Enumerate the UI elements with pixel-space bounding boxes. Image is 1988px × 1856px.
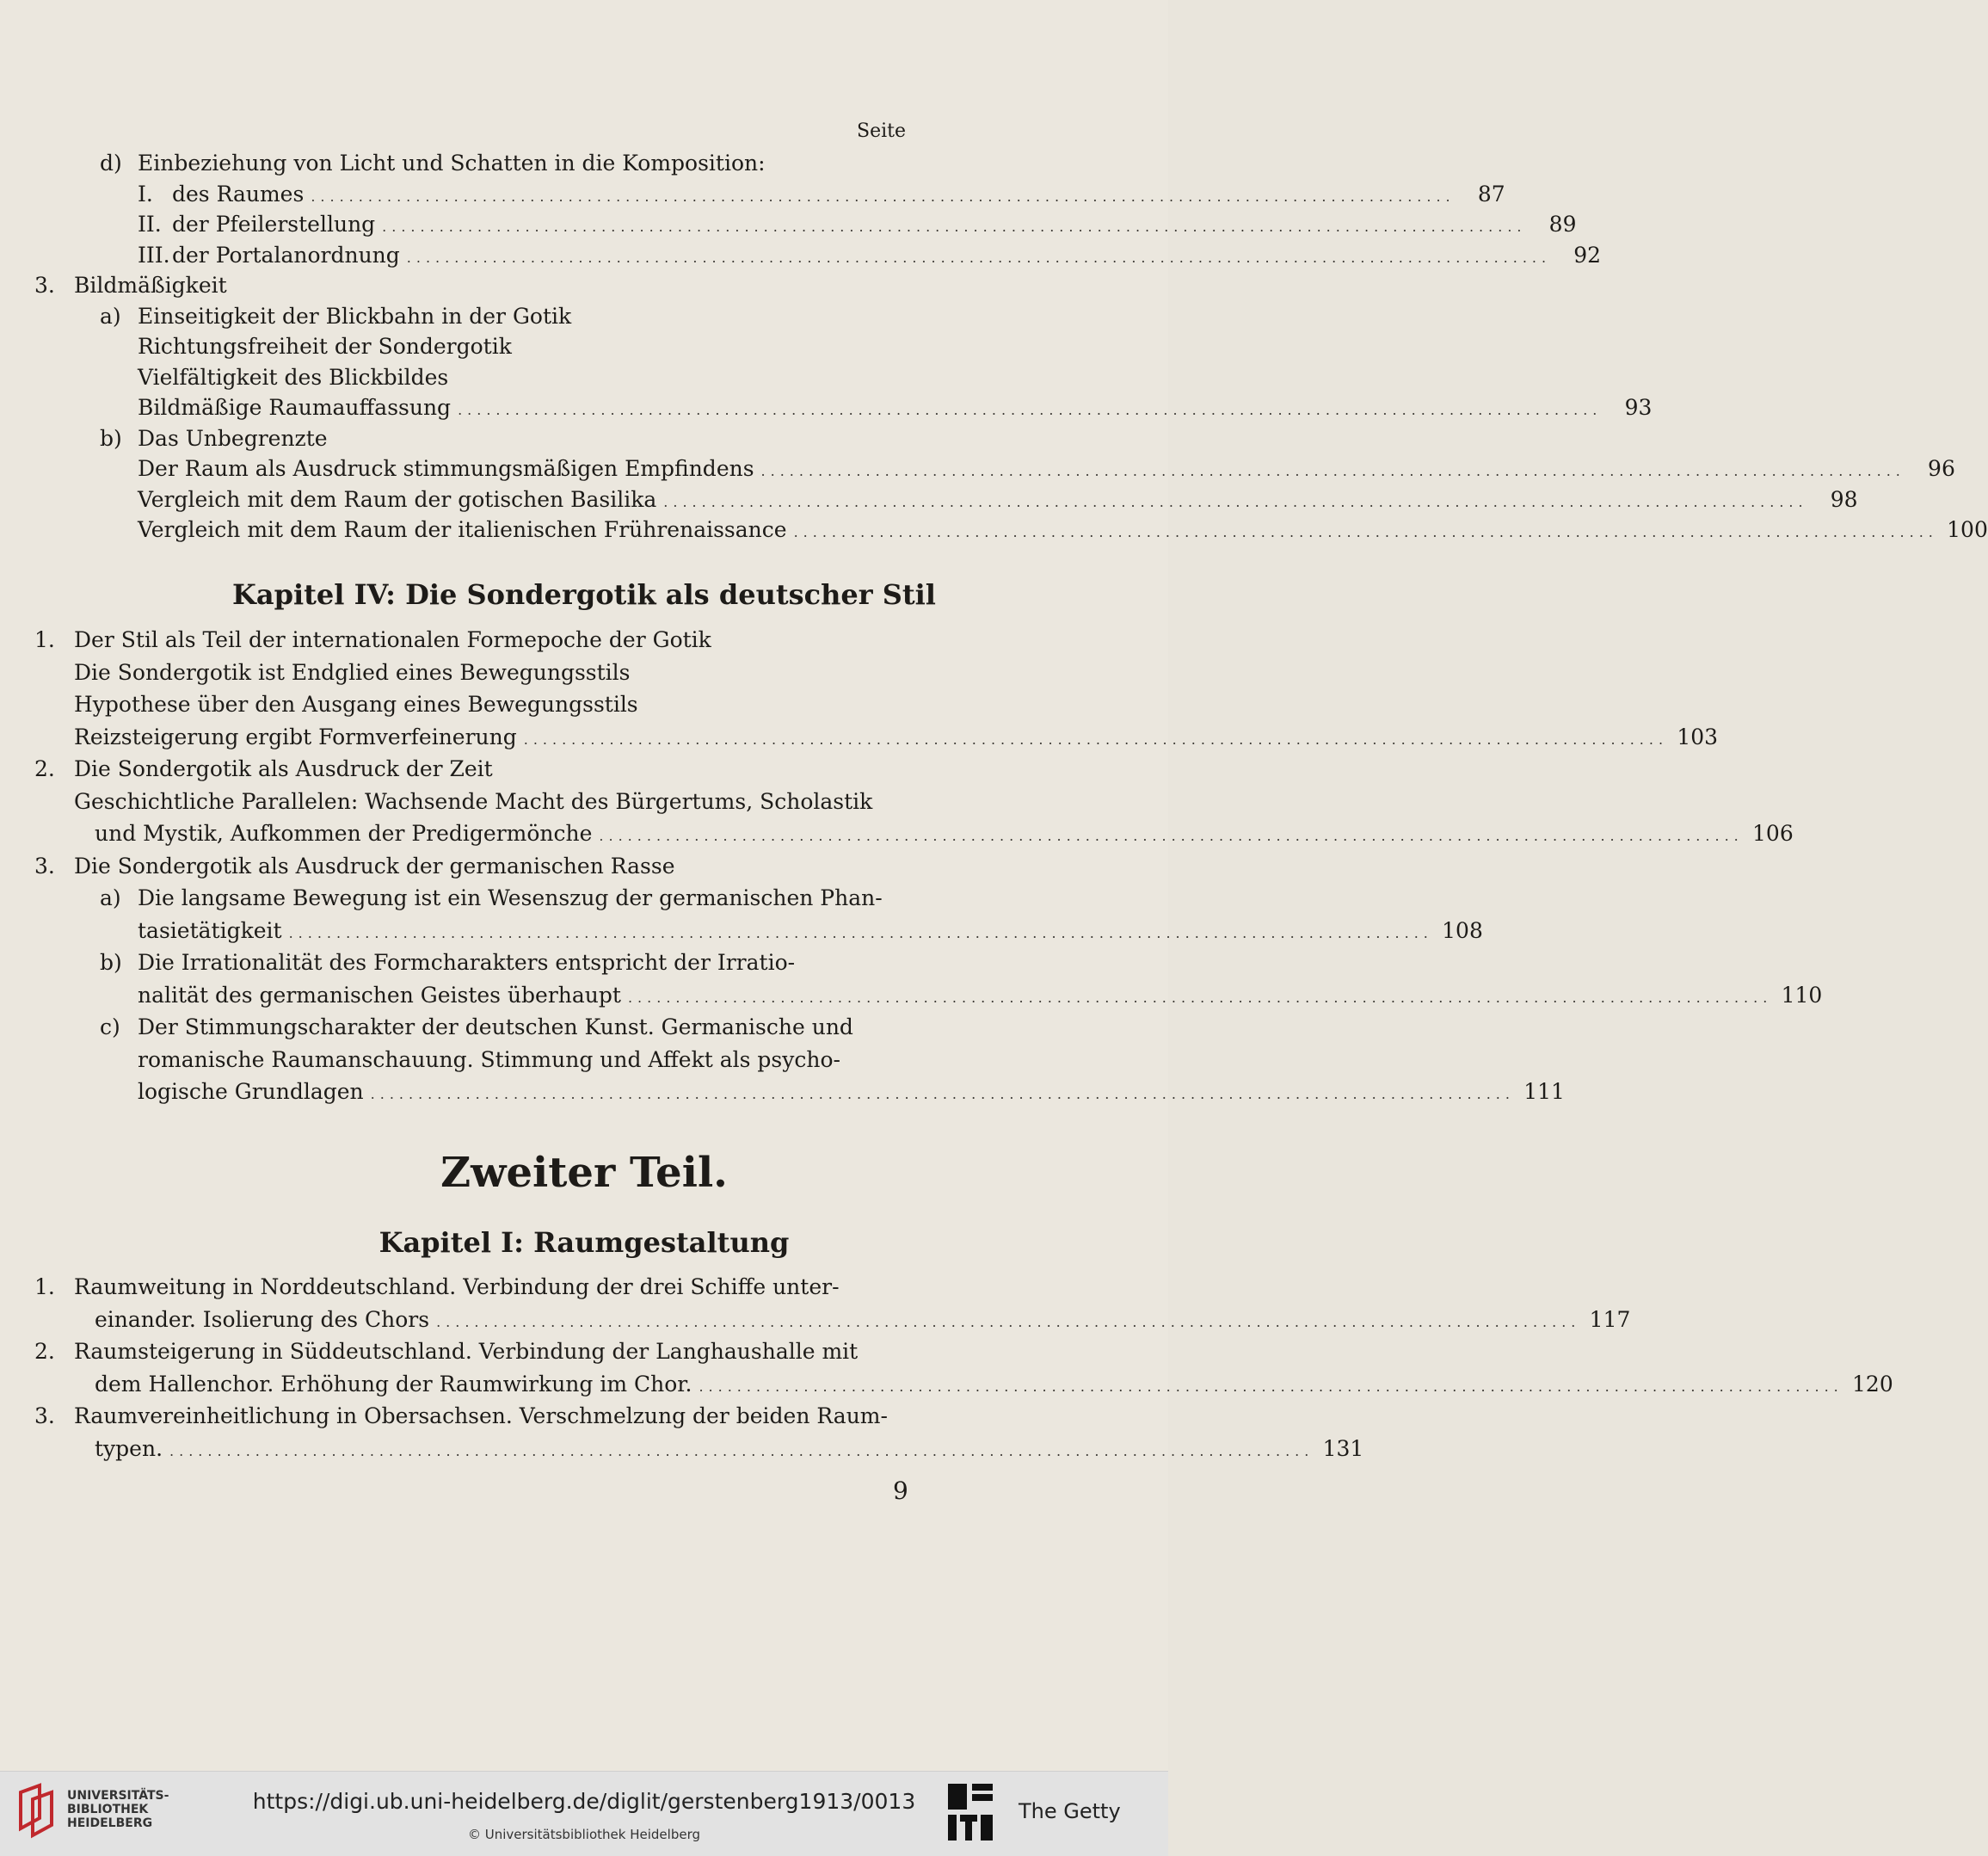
toc-entry-label: 3. bbox=[34, 273, 55, 298]
toc-entry bbox=[100, 1045, 917, 1076]
part-2-heading: Zweiter Teil. bbox=[440, 1149, 728, 1197]
toc-entry-title: Geschichtliche Parallelen: Wachsende Macht des Bürgertums, Scholastik bbox=[74, 788, 873, 814]
toc-entry bbox=[100, 916, 1483, 946]
getty-text: The Getty bbox=[1019, 1799, 1121, 1823]
toc-entry-title: Hypothese über den Ausgang eines Bewegungsstils bbox=[74, 692, 638, 717]
toc-entry-title: typen. bbox=[95, 1435, 163, 1461]
toc-entry-label: I. bbox=[138, 181, 153, 207]
toc-entry-page: 131 bbox=[1322, 1435, 1364, 1461]
toc-entry-title: Das Unbegrenzte bbox=[138, 425, 328, 451]
toc-entry-title: Die Sondergotik ist Endglied eines Bewegungsstils bbox=[74, 659, 631, 685]
toc-entry-title: Einseitigkeit der Blickbahn in der Gotik bbox=[138, 303, 572, 329]
toc-entry-label: 3. bbox=[34, 1403, 55, 1428]
toc-entry bbox=[100, 392, 1653, 423]
toc-entry-title: Raumvereinheitlichung in Obersachsen. Verschmelzung der beiden Raum- bbox=[74, 1403, 888, 1428]
toc-entry bbox=[74, 1369, 1893, 1400]
viewer-footer bbox=[0, 1771, 1168, 1856]
toc-leader-dots: ........................................................................................................................ bbox=[760, 463, 1905, 479]
toc-entry bbox=[100, 453, 1955, 484]
toc-entry-title: dem Hallenchor. Erhöhung der Raumwirkung im Chor. bbox=[95, 1371, 692, 1397]
toc-entry bbox=[34, 657, 917, 688]
toc-entry bbox=[34, 1401, 917, 1432]
toc-entry bbox=[34, 270, 917, 301]
toc-entry bbox=[34, 722, 1719, 753]
toc-entry bbox=[100, 148, 917, 179]
toc-entry-title: tasietätigkeit bbox=[138, 917, 282, 943]
toc-entry bbox=[138, 209, 1577, 240]
toc-entry-label: b) bbox=[100, 950, 122, 975]
toc-entry-title: Vergleich mit dem Raum der gotischen Basilika bbox=[138, 486, 657, 512]
toc-entry bbox=[34, 754, 917, 785]
toc-leader-dots: ........................................................................................................................ bbox=[663, 493, 1808, 510]
getty-logo[interactable] bbox=[946, 1782, 1153, 1844]
toc-entry bbox=[74, 1434, 1364, 1464]
toc-entry-page: 100 bbox=[1947, 517, 1988, 542]
toc-entry-title: der Pfeilerstellung bbox=[172, 212, 376, 237]
toc-entry-label: b) bbox=[100, 425, 122, 451]
toc-entry-title: Der Raum als Ausdruck stimmungsmäßigen Empfindens bbox=[138, 456, 754, 481]
toc-entry-page: 92 bbox=[1573, 242, 1602, 268]
toc-entry-page: 93 bbox=[1624, 395, 1653, 420]
toc-leader-dots: ........................................................................................................................ bbox=[382, 219, 1527, 235]
ub-logo-line-1: UNIVERSITÄTS- bbox=[67, 1789, 169, 1803]
toc-entry bbox=[34, 1336, 917, 1367]
toc-entry bbox=[100, 947, 917, 978]
ub-logo-line-3: HEIDELBERG bbox=[67, 1816, 153, 1830]
toc-entry-title: Reizsteigerung ergibt Formverfeinerung bbox=[74, 724, 517, 749]
toc-entry-title: Raumsteigerung in Süddeutschland. Verbindung der Langhaushalle mit bbox=[74, 1339, 859, 1364]
toc-entry bbox=[100, 331, 917, 362]
toc-entry-page: 108 bbox=[1442, 917, 1483, 943]
permalink-url[interactable]: https://digi.ub.uni-heidelberg.de/diglit/gerstenberg1913/0013 bbox=[252, 1789, 916, 1814]
toc-leader-dots: ........................................................................................................................ bbox=[458, 402, 1603, 418]
toc-entry-label: II. bbox=[138, 212, 162, 237]
toc-leader-dots: ........................................................................................................................ bbox=[627, 989, 1773, 1006]
toc-entry bbox=[100, 484, 1858, 515]
toc-entry bbox=[74, 1304, 1631, 1335]
toc-entry bbox=[74, 818, 1794, 849]
toc-entry-label: III. bbox=[138, 242, 170, 268]
toc-entry bbox=[100, 1012, 917, 1043]
toc-entry-title: Die Sondergotik als Ausdruck der germanischen Rasse bbox=[74, 853, 675, 879]
toc-entry-title: logische Grundlagen bbox=[138, 1079, 364, 1104]
toc-entry-title: des Raumes bbox=[172, 181, 305, 207]
toc-entry bbox=[34, 625, 917, 656]
toc-entry-label: d) bbox=[100, 151, 122, 176]
chapter-1-heading: Kapitel I: Raumgestaltung bbox=[379, 1226, 790, 1259]
ub-logo-line-2: BIBLIOTHEK bbox=[67, 1803, 149, 1816]
toc-entry-title: Die Sondergotik als Ausdruck der Zeit bbox=[74, 756, 493, 781]
toc-entry bbox=[100, 515, 1988, 546]
toc-entry-title: Die langsame Bewegung ist ein Wesenszug der germanischen Phan- bbox=[138, 885, 883, 910]
toc-entry bbox=[34, 851, 917, 882]
toc-entry-label: 3. bbox=[34, 853, 55, 879]
toc-entry bbox=[34, 689, 917, 720]
toc-leader-dots: ........................................................................................................................ bbox=[793, 524, 1938, 540]
toc-entry-page: 87 bbox=[1477, 181, 1505, 207]
toc-entry bbox=[34, 1272, 917, 1303]
toc-entry-page: 89 bbox=[1548, 212, 1577, 237]
copyright-notice: © Universitätsbibliothek Heidelberg bbox=[467, 1827, 700, 1842]
toc-entry-title: romanische Raumanschauung. Stimmung und Affekt als psycho- bbox=[138, 1046, 840, 1072]
toc-entry-label: a) bbox=[100, 303, 121, 329]
toc-entry-page: 103 bbox=[1677, 724, 1719, 749]
toc-leader-dots: ........................................................................................................................ bbox=[370, 1086, 1515, 1102]
toc-entry-label: 1. bbox=[34, 1274, 55, 1299]
toc-entry-title: Bildmäßige Raumauffassung bbox=[138, 395, 452, 420]
toc-entry-page: 120 bbox=[1852, 1371, 1893, 1397]
toc-entry-title: Vielfältigkeit des Blickbildes bbox=[138, 364, 449, 390]
toc-entry-title: einander. Isolierung des Chors bbox=[95, 1306, 430, 1332]
page-number: 9 bbox=[893, 1477, 908, 1505]
toc-leader-dots: ........................................................................................................................ bbox=[599, 828, 1744, 844]
toc-leader-dots: ........................................................................................................................ bbox=[406, 249, 1552, 266]
toc-entry-title: Einbeziehung von Licht und Schatten in die Komposition: bbox=[138, 151, 766, 176]
toc-leader-dots: ........................................................................................................................ bbox=[169, 1442, 1314, 1459]
toc-entry bbox=[100, 980, 1823, 1011]
toc-entry-title: Raumweitung in Norddeutschland. Verbindung der drei Schiffe unter- bbox=[74, 1274, 840, 1299]
toc-entry-label: a) bbox=[100, 885, 121, 910]
getty-mark-icon bbox=[946, 1782, 996, 1842]
toc-entry bbox=[34, 786, 917, 817]
toc-entry-title: der Portalanordnung bbox=[172, 242, 400, 268]
toc-entry-page: 117 bbox=[1589, 1306, 1631, 1332]
toc-entry-label: 1. bbox=[34, 627, 55, 652]
toc-entry-page: 110 bbox=[1781, 982, 1823, 1008]
toc-leader-dots: ........................................................................................................................ bbox=[699, 1378, 1843, 1395]
seite-label: Seite bbox=[857, 120, 906, 142]
toc-entry-page: 111 bbox=[1523, 1079, 1565, 1104]
toc-entry bbox=[100, 1076, 1565, 1107]
toc-entry-label: c) bbox=[100, 1014, 120, 1039]
toc-entry bbox=[138, 240, 1602, 271]
toc-entry-title: Der Stimmungscharakter der deutschen Kunst. Germanische und bbox=[138, 1014, 853, 1039]
toc-entry bbox=[100, 362, 917, 393]
chapter-4-heading: Kapitel IV: Die Sondergotik als deutscher Stil bbox=[232, 578, 936, 611]
toc-entry bbox=[100, 423, 917, 454]
toc-entry-title: Vergleich mit dem Raum der italienischen Frührenaissance bbox=[138, 517, 787, 542]
toc-leader-dots: ........................................................................................................................ bbox=[436, 1313, 1581, 1330]
toc-leader-dots: ........................................................................................................................ bbox=[311, 188, 1456, 205]
toc-entry-title: Richtungsfreiheit der Sondergotik bbox=[138, 334, 512, 359]
toc-entry bbox=[100, 883, 917, 914]
toc-entry-title: und Mystik, Aufkommen der Predigermönche bbox=[95, 821, 593, 846]
toc-entry-page: 96 bbox=[1928, 456, 1955, 481]
toc-entry-label: 2. bbox=[34, 1339, 55, 1364]
toc-leader-dots: ........................................................................................................................ bbox=[288, 924, 1433, 941]
toc-entry-title: Bildmäßigkeit bbox=[74, 273, 227, 298]
toc-entry-title: Der Stil als Teil der internationalen Formepoche der Gotik bbox=[74, 627, 711, 652]
toc-entry-title: Die Irrationalität des Formcharakters entspricht der Irratio- bbox=[138, 950, 796, 975]
toc-leader-dots: ........................................................................................................................ bbox=[523, 731, 1669, 748]
toc-entry-title: nalität des germanischen Geistes überhaupt bbox=[138, 982, 621, 1008]
toc-entry-label: 2. bbox=[34, 756, 55, 781]
toc-entry-page: 106 bbox=[1752, 821, 1794, 846]
toc-entry-page: 98 bbox=[1830, 486, 1858, 512]
toc-entry bbox=[100, 301, 917, 332]
toc-entry bbox=[138, 179, 1505, 210]
